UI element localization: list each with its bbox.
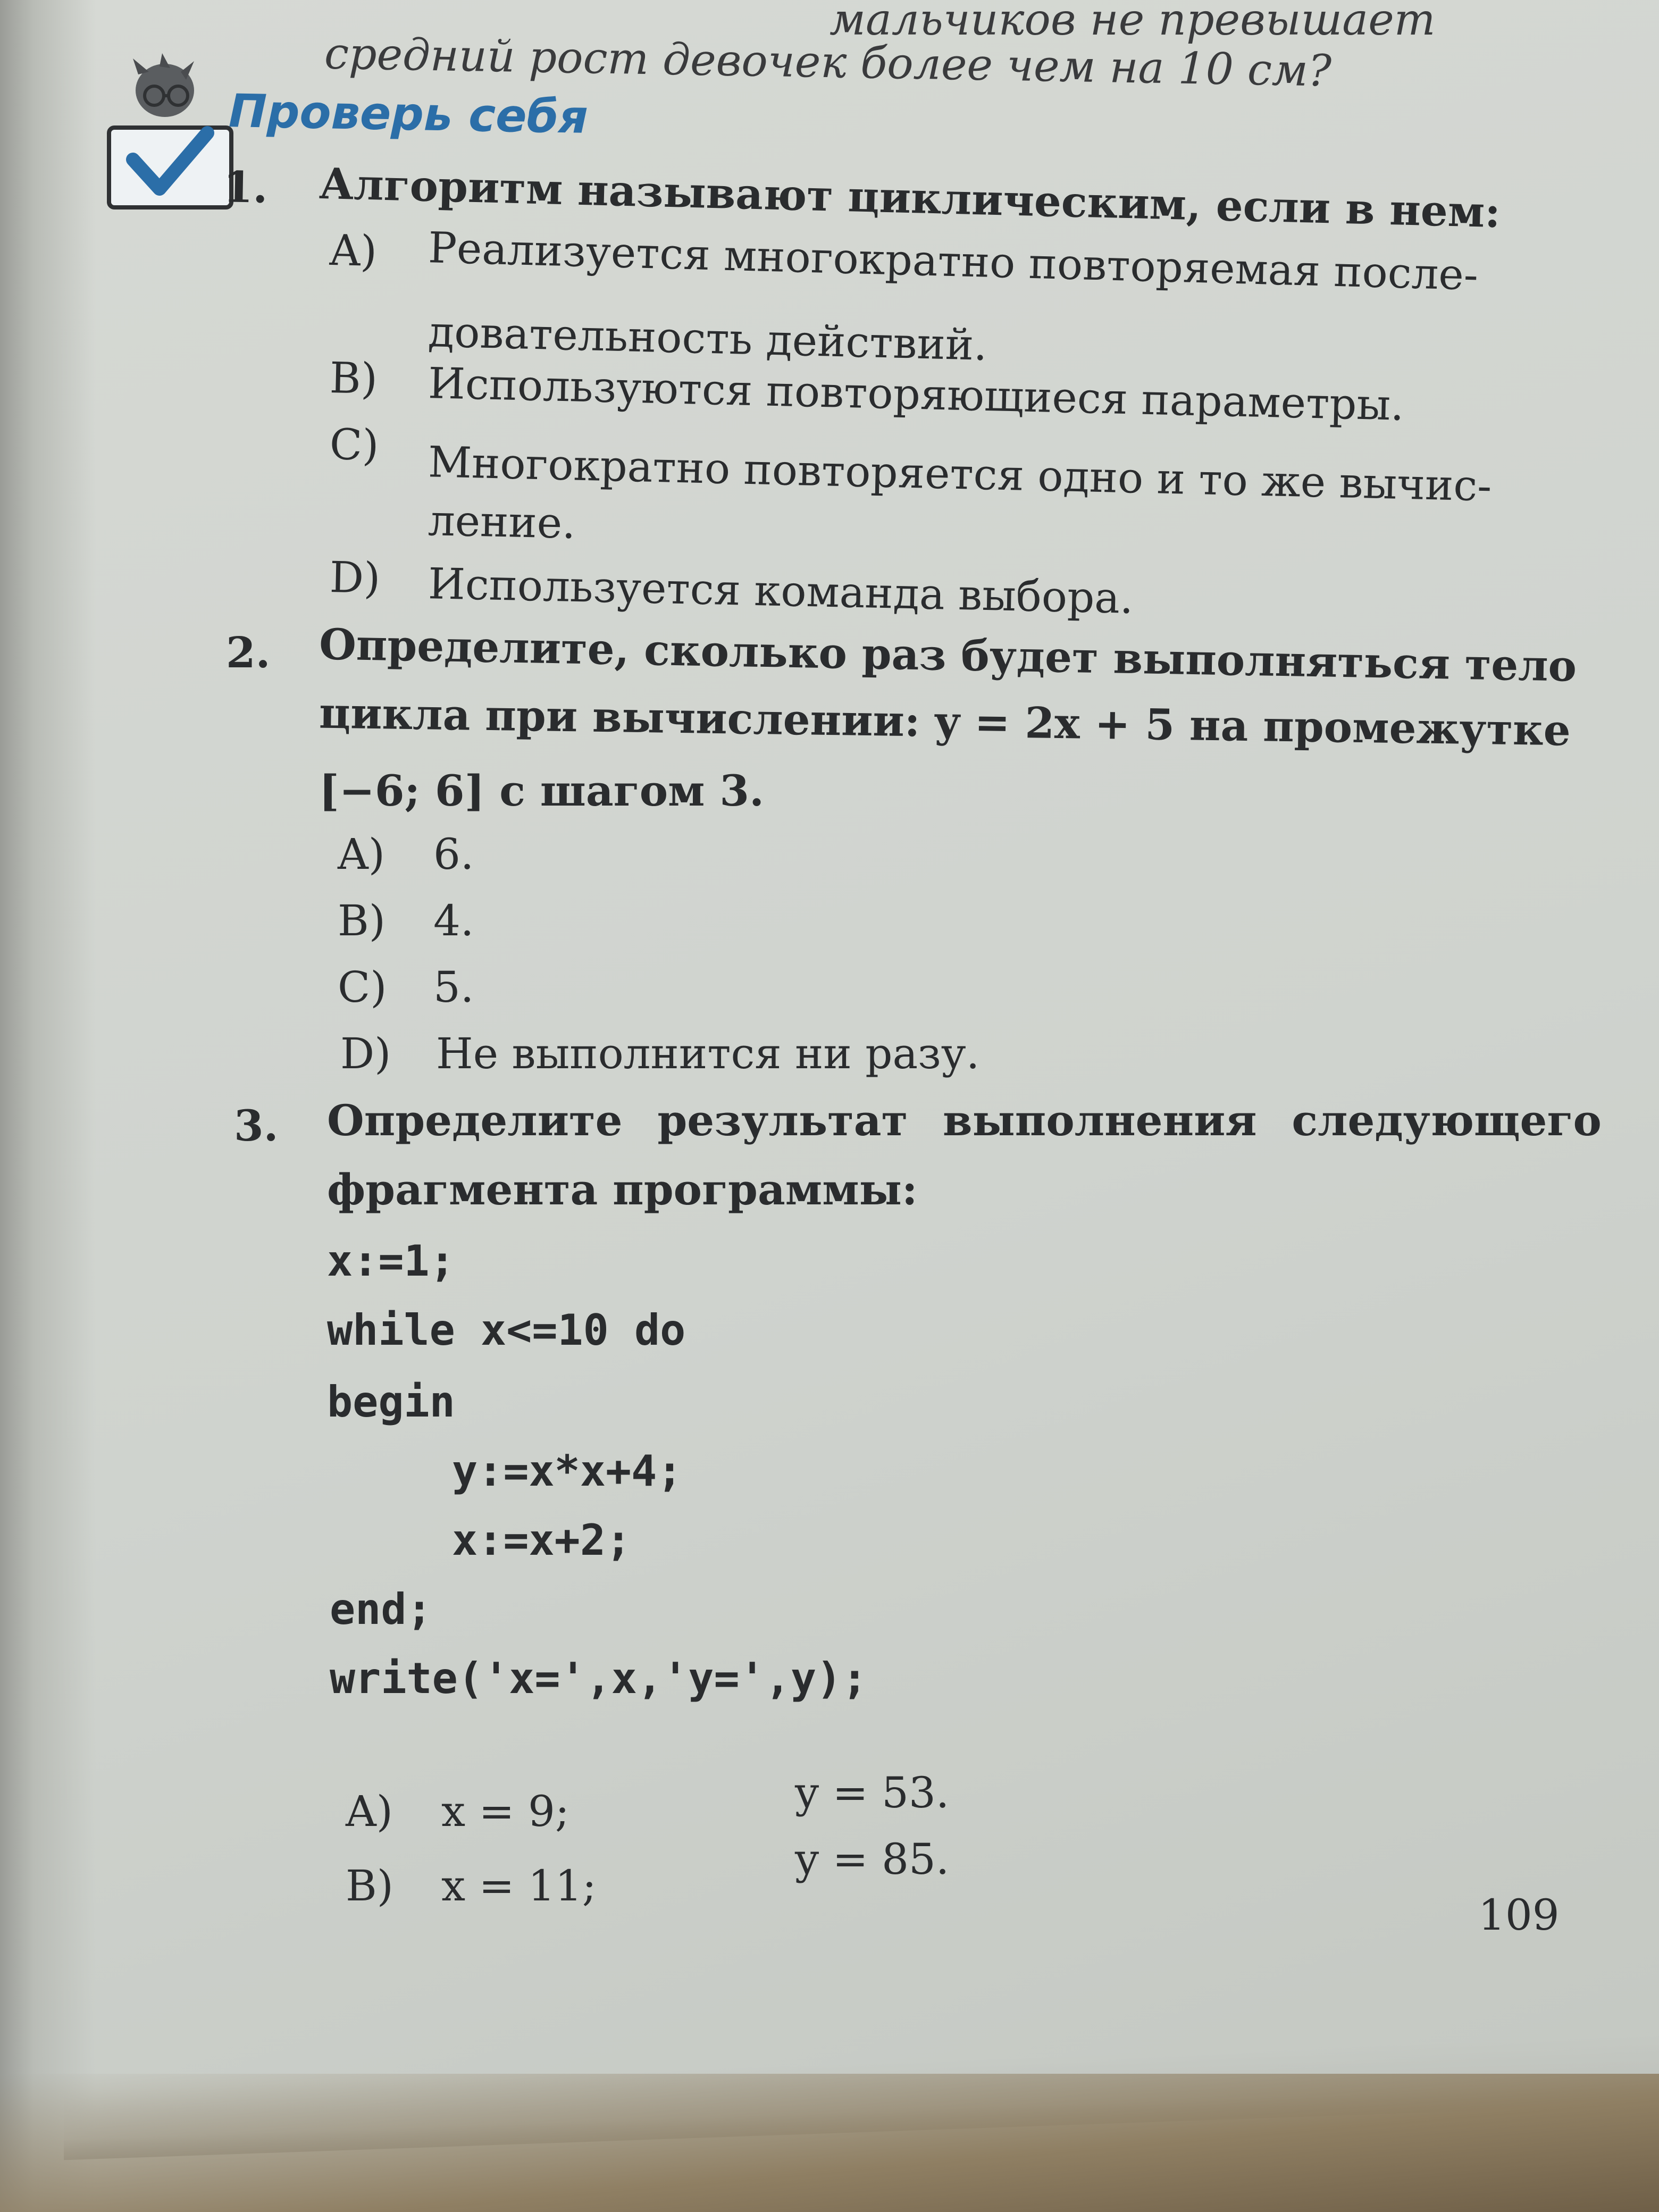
question-1-text: Алгоритм называют циклическим, если в нем: [319,158,1502,238]
q1-option-d-line1: Используется команда выбора. [428,559,1134,623]
question-2-number: 2. [226,627,271,677]
q2-option-a-letter: A) [338,830,385,879]
q1-option-c-line2: ление. [428,496,576,548]
question-3-line2: фрагмента программы: [327,1164,918,1214]
question-3-line1: Определите результат выполнения следующего [327,1095,1602,1145]
q1-option-b-letter: B) [329,353,379,404]
q1-option-a-line2: довательность действий. [428,307,988,370]
code-line-5: x:=x+2; [452,1515,632,1565]
question-3-number: 3. [234,1101,279,1151]
question-2-line2: цикла при вычислении: y = 2x + 5 на промежутке [319,688,1571,756]
q2-option-b-text: 4. [433,896,474,945]
code-line-1: x:=1; [327,1236,455,1286]
q2-option-c-letter: C) [338,962,387,1012]
question-1-number: 1. [223,162,269,213]
q3-option-a-letter: A) [346,1787,393,1836]
code-line-3: begin [327,1377,455,1427]
q1-option-a-letter: A) [329,225,378,276]
q3-option-a-x: x = 9; [441,1787,569,1836]
q2-option-c-text: 5. [433,962,474,1012]
student-with-checkmark-icon [101,53,239,213]
q1-option-d-letter: D) [329,552,381,603]
q2-option-d-text: Не выполнится ни разу. [436,1029,980,1078]
q3-option-b-y: y = 85. [795,1834,950,1884]
prev-task-line2: средний рост девочек более чем на 10 см? [324,28,1332,97]
question-2-line3: [−6; 6] с шагом 3. [319,766,764,816]
code-line-4: y:=x*x+4; [452,1446,683,1496]
code-line-2: while x<=10 do [327,1305,686,1355]
section-title: Проверь себя [228,85,589,144]
page-number: 109 [1478,1890,1560,1940]
q1-option-b-line1: Используются повторяющиеся параметры. [428,358,1405,430]
q3-option-a-y: y = 53. [795,1768,950,1817]
q3-option-b-letter: B) [346,1861,393,1911]
q1-option-a-line1: Реализуется многократно повторяемая после- [428,223,1479,300]
question-2-line1: Определите, сколько раз будет выполняться тело [319,619,1577,691]
q1-option-c-letter: C) [329,419,380,471]
q1-option-c-line1: Многократно повторяется одно и то же вычис- [428,437,1493,511]
code-line-7: write('x=',x,'y=',y); [330,1654,868,1703]
prev-task-line1: мальчиков не превышает [830,0,1436,45]
q2-option-a-text: 6. [433,830,474,879]
code-line-6: end; [330,1585,432,1634]
q2-option-b-letter: B) [338,896,386,945]
q2-option-d-letter: D) [340,1029,391,1078]
table-surface [0,2074,1659,2212]
q3-option-b-x: x = 11; [441,1861,597,1911]
